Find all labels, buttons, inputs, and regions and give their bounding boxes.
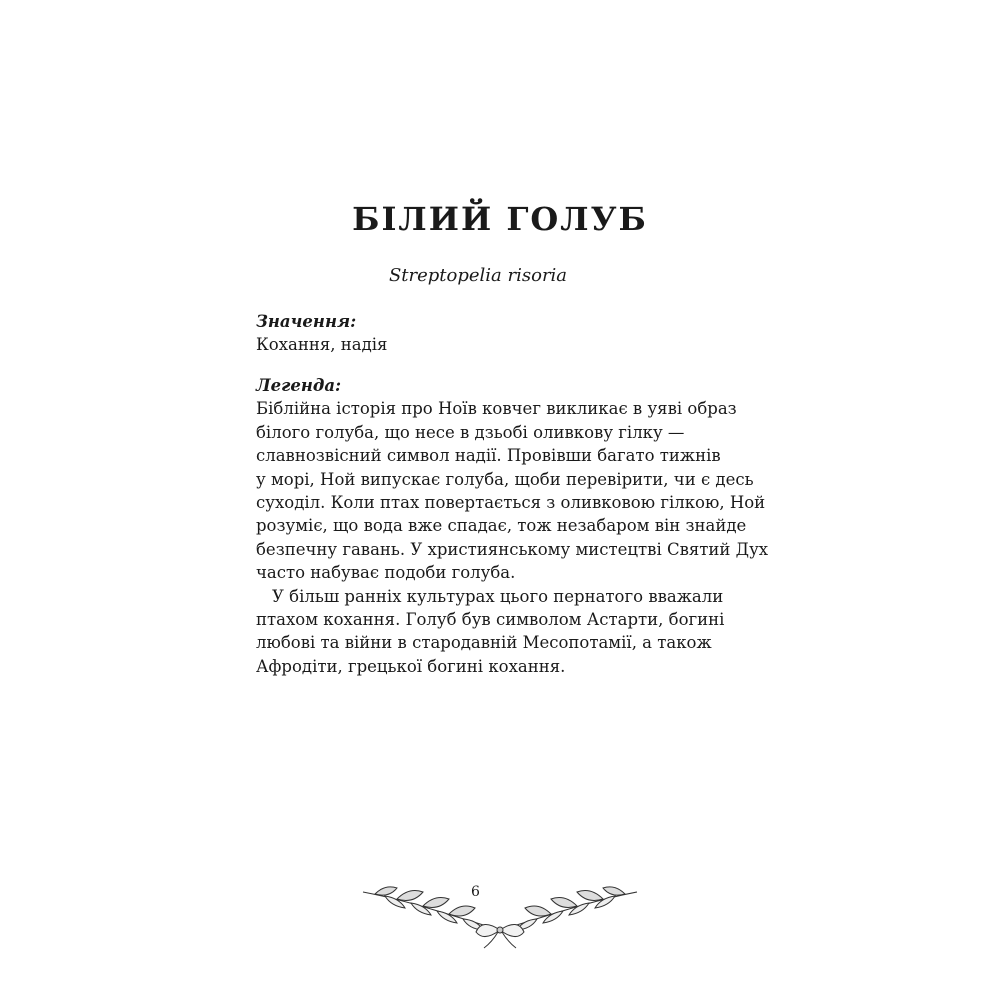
text-line: птахом кохання. Голуб був символом Астарти, богині [256, 610, 725, 630]
legend-paragraph-2 [256, 585, 725, 679]
text-line: У більш ранніх культурах цього пернатого вважали [272, 586, 724, 606]
text-line: розуміє, що вода вже спадає, тож незабаром він знайде [256, 516, 747, 536]
page-title: БІЛИЙ ГОЛУБ [352, 200, 648, 238]
meaning-text: Кохання, надія [256, 335, 388, 355]
meaning-section [256, 310, 716, 357]
legend-label: Легенда: [256, 376, 342, 395]
laurel-branches-with-ribbon-icon [355, 872, 645, 952]
text-line: славнозвісний символ надії. Провівши багато тижнів [256, 446, 721, 466]
legend-section [256, 374, 769, 678]
text-line: безпечну гавань. У християнському мистецтві Святий Дух [256, 539, 769, 559]
text-line: любові та війни в стародавній Месопотамії, а також [256, 633, 712, 653]
text-line: Біблійна історія про Ноїв ковчег викликає в уяві образ [256, 399, 737, 419]
page-number: 6 [471, 884, 480, 900]
text-line: у морі, Ной випускає голуба, щоби перевірити, чи є десь [256, 469, 754, 489]
meaning-label: Значення: [256, 312, 357, 331]
text-line: часто набуває подоби голуба. [256, 563, 516, 583]
species-latin-name: Streptopelia risoria [388, 265, 568, 286]
legend-paragraph-1 [256, 397, 769, 584]
text-line: Афродіти, грецької богині кохання. [256, 656, 566, 676]
text-line: суходіл. Коли птах повертається з оливковою гілкою, Ной [256, 493, 766, 513]
text-line: білого голуба, що несе в дзьобі оливкову гілку — [256, 422, 685, 442]
